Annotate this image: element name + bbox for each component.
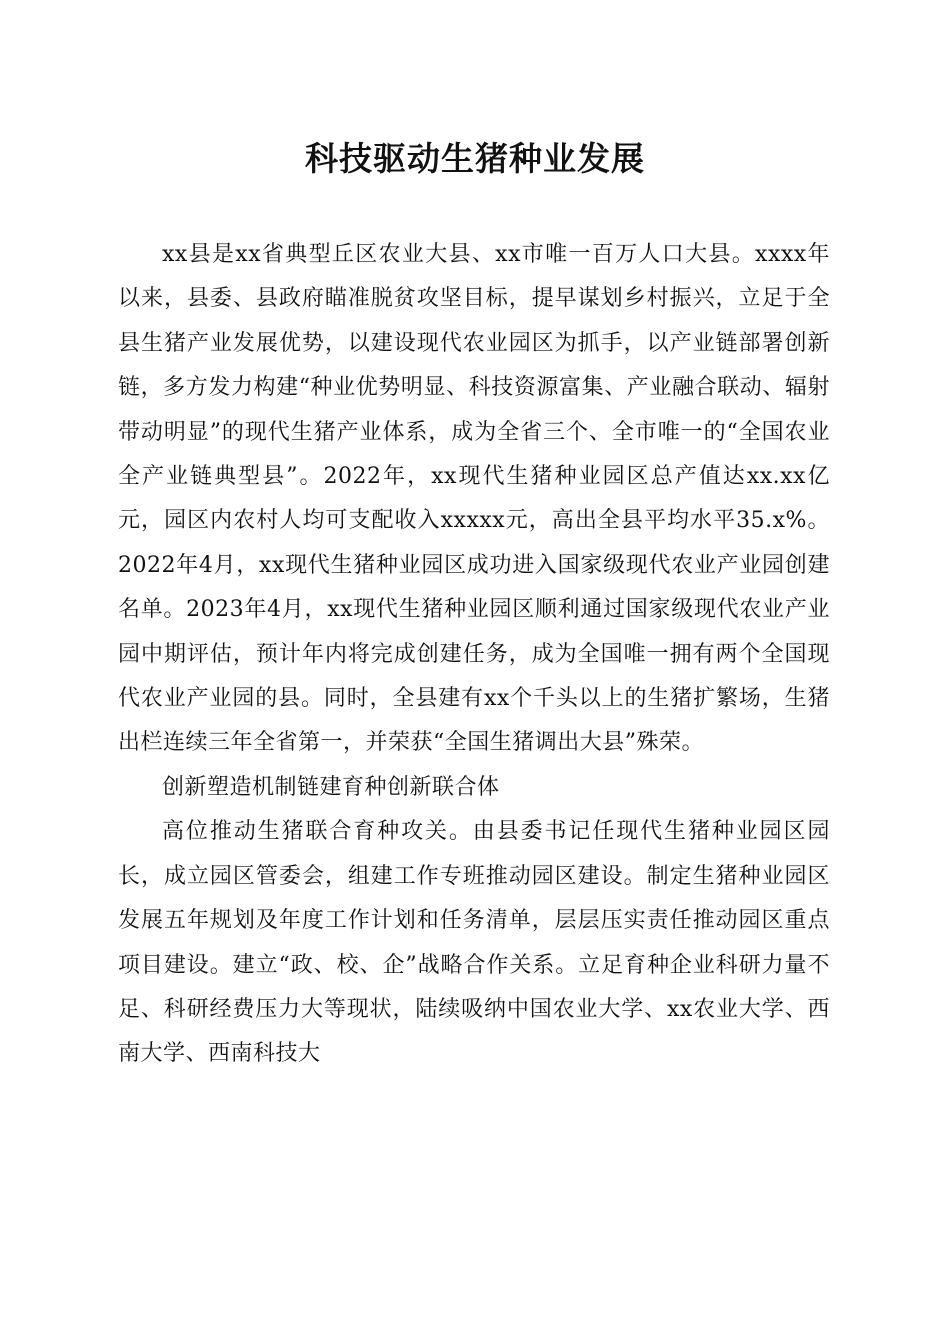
paragraph-intro: xx县是xx省典型丘区农业大县、xx市唯一百万人口大县。xxxx年以来，县委、县政府瞄准脱贫攻坚目标，提早谋划乡村振兴，立足于全县生猪产业发展优势，以建设现代农业园区为抓手，以产业链部署创新链，多方发力构建“种业优势明显、科技资源富集、产业融合联动、辐射带动明显”的现代生猪产业体系，成为全省三个、全市唯一的“全国农业全产业链典型县”。2022年，xx现代生猪种业园区总产值达xx.xx亿元，园区内农村人均可支配收入xxxxx元，高出全县平均水平35.x%。2022年4月，xx现代生猪种业园区成功进入国家级现代农业产业园创建名单。2023年4月，xx现代生猪种业园区顺利通过国家级现代农业产业园中期评估，预计年内将完成创建任务，成为全国唯一拥有两个全国现代农业产业园的县。同时，全县建有xx个千头以上的生猪扩繁场，生猪出栏连续三年全省第一，并荣获“全国生猪调出大县”殊荣。 <box>118 242 830 756</box>
section-subheading: 创新塑造机制链建育种创新联合体 <box>162 774 500 800</box>
paragraph-section-body: 高位推动生猪联合育种攻关。由县委书记任现代生猪种业园区园长，成立园区管委会，组建工作专班推动园区建设。制定生猪种业园区发展五年规划及年度工作计划和任务清单，层层压实责任推动园区重点项目建设。建立“政、校、企”战略合作关系。立足育种企业科研力量不足、科研经费压力大等现状，陆续吸纳中国农业大学、xx农业大学、西南大学、西南科技大 <box>118 819 830 1067</box>
document-body <box>118 233 830 1077</box>
document-title: 科技驱动生猪种业发展 <box>305 139 645 178</box>
